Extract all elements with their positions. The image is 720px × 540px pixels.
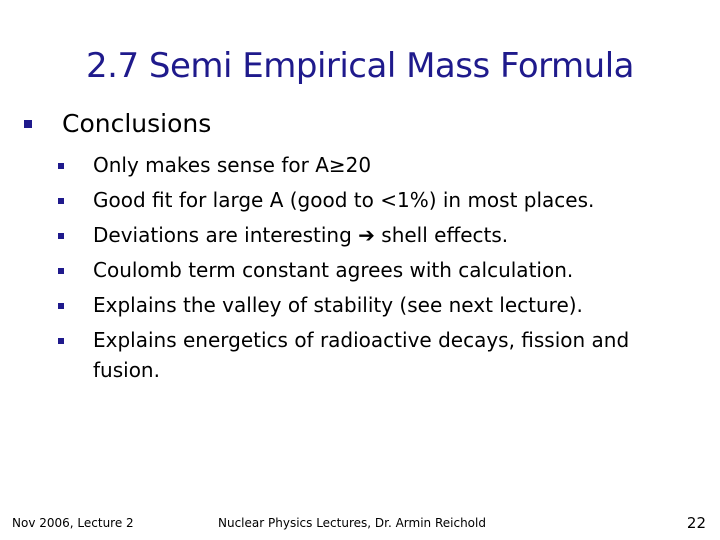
slide-title: 2.7 Semi Empirical Mass Formula (86, 46, 634, 86)
list-item (58, 148, 658, 183)
list-item-text: Explains the valley of stability (see next lecture). (93, 293, 583, 317)
footer-course-author: Nuclear Physics Lectures, Dr. Armin Reichold (218, 516, 486, 530)
list-item (58, 218, 658, 253)
conclusions-list (58, 148, 658, 385)
square-bullet-icon (58, 233, 64, 239)
list-item-text-after: shell effects. (374, 223, 509, 247)
list-item-text: Coulomb term constant agrees with calculation. (93, 258, 574, 282)
right-arrow-icon: ➔ (358, 223, 375, 247)
square-bullet-icon (58, 303, 64, 309)
list-item (58, 323, 658, 385)
page-number: 22 (686, 514, 706, 532)
list-item-text: Good fit for large A (good to <1%) in most places. (93, 188, 595, 212)
list-item-text: Explains energetics of radioactive decays, fission and fusion. (93, 328, 630, 382)
square-bullet-icon (58, 198, 64, 204)
list-item (58, 253, 658, 288)
list-item-text (93, 218, 508, 253)
list-item-text-before: Deviations are interesting (93, 223, 359, 247)
square-bullet-icon (58, 163, 64, 169)
square-bullet-icon (58, 268, 64, 274)
square-bullet-icon (24, 120, 32, 128)
list-item (58, 288, 658, 323)
list-item-text: Only makes sense for A≥20 (93, 153, 372, 177)
heading-item (24, 108, 211, 140)
footer-date-lecture: Nov 2006, Lecture 2 (12, 516, 134, 530)
list-item (58, 183, 658, 218)
square-bullet-icon (58, 338, 64, 344)
heading-text: Conclusions (62, 109, 212, 138)
